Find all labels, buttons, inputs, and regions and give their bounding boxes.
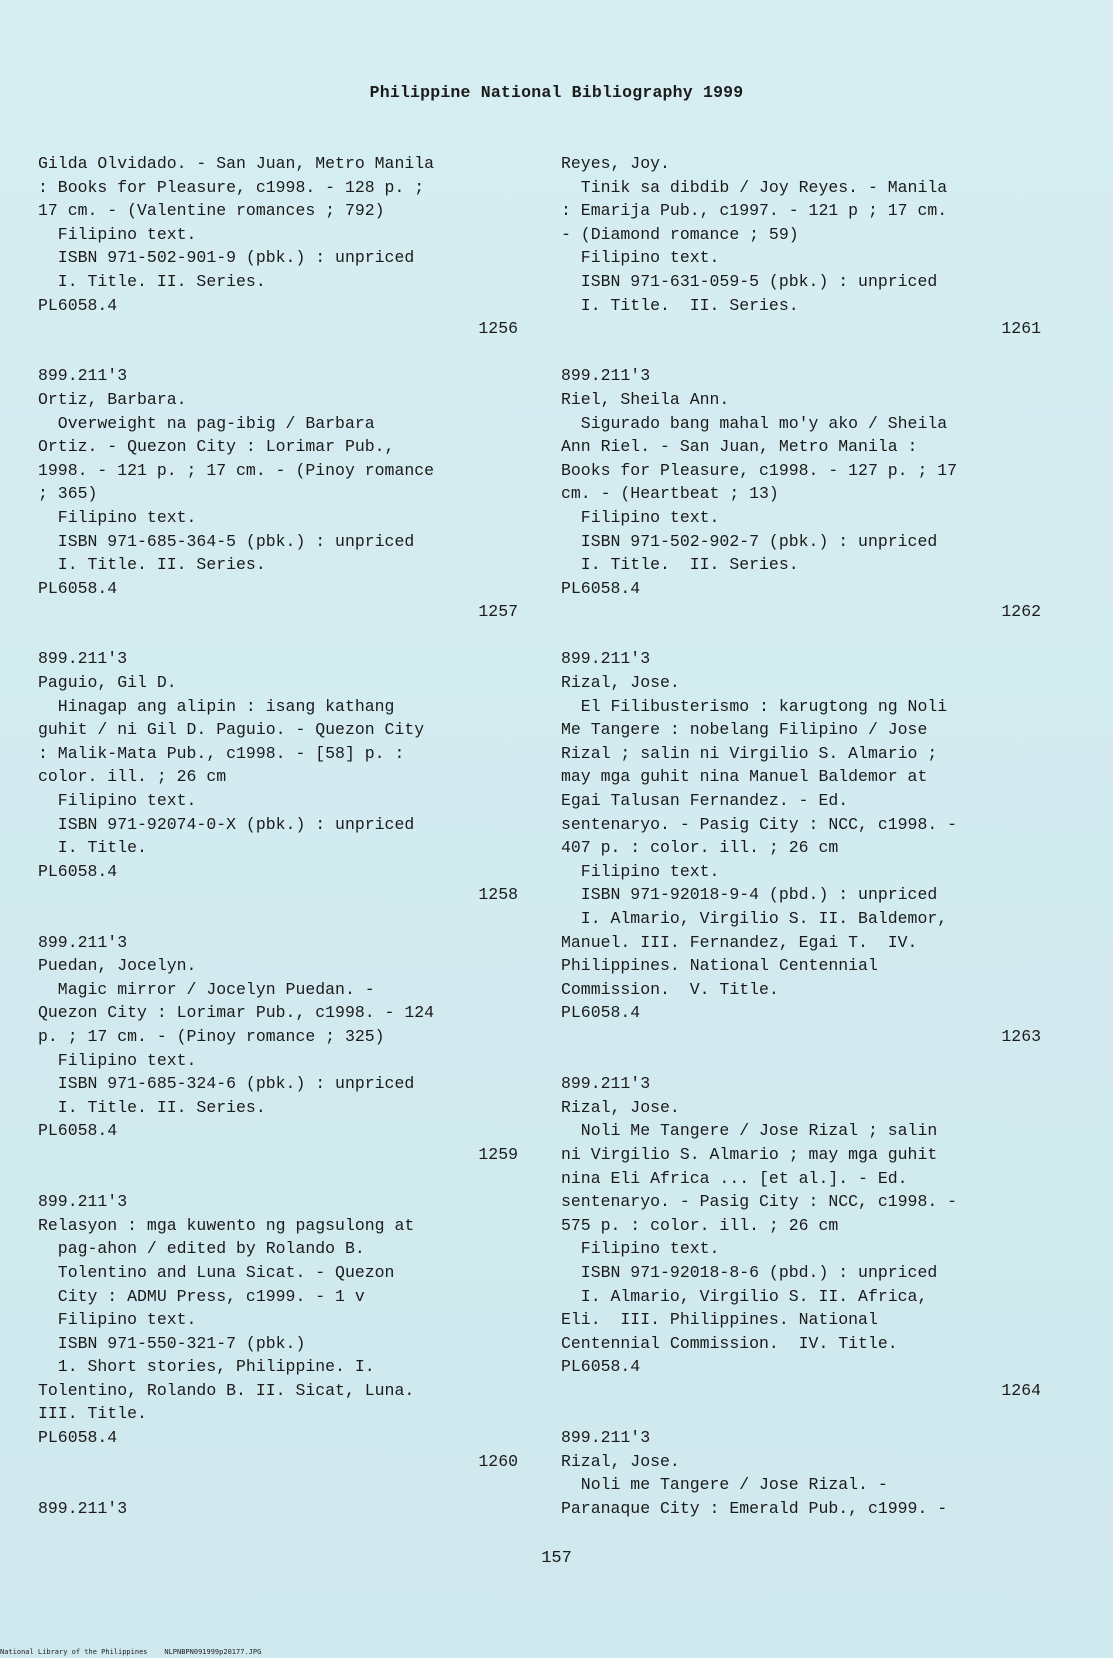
bibliography-entry xyxy=(38,1497,518,1521)
entry-line: PL6058.4 xyxy=(38,295,118,315)
entry-line: 1. Short stories, Philippine. I. xyxy=(38,1357,375,1377)
bibliography-entry xyxy=(38,647,518,907)
entry-line: I. Title. xyxy=(38,838,147,858)
entry-line: I. Almario, Virgilio S. II. Baldemor, xyxy=(561,909,948,928)
entry-line: Filipino text. xyxy=(561,1239,720,1259)
entry-line: I. Title. II. Series. xyxy=(561,555,799,575)
entry-number: 1263 xyxy=(1001,1026,1041,1046)
entry-line: : Emarija Pub., c1997. - 121 p ; 17 cm. xyxy=(561,201,948,221)
entry-line: Magic mirror / Jocelyn Puedan. - xyxy=(38,979,375,999)
bibliography-entry xyxy=(561,1426,1041,1520)
entry-line: may mga guhit nina Manuel Baldemor at xyxy=(561,767,928,787)
entry-line: Noli me Tangere / Jose Rizal. - xyxy=(561,1475,888,1495)
entry-line: Philippines. National Centennial xyxy=(561,956,878,976)
entry-line: I. Title. II. Series. xyxy=(561,295,799,315)
entry-line: PL6058.4 xyxy=(38,1428,118,1448)
bibliography-entry xyxy=(561,152,1041,341)
entry-line: 899.211'3 xyxy=(38,932,128,952)
entry-line: Puedan, Jocelyn. xyxy=(38,956,197,976)
entry-line: I. Title. II. Series. xyxy=(38,271,266,291)
entry-line: ISBN 971-92018-8-6 (pbd.) : unpriced xyxy=(561,1262,938,1282)
entry-line: 899.211'3 xyxy=(561,649,651,669)
entry-line: Filipino text. xyxy=(561,507,720,527)
entry-line: 899.211'3 xyxy=(561,1428,651,1448)
entry-line: PL6058.4 xyxy=(561,1003,641,1023)
entry-line: 899.211'3 xyxy=(561,366,651,386)
entry-line: ISBN 971-92074-0-X (pbk.) : unpriced xyxy=(38,814,415,834)
entry-line: PL6058.4 xyxy=(38,861,118,881)
entry-line: 899.211'3 xyxy=(38,366,128,386)
entry-line: : Malik-Mata Pub., c1998. - [58] p. : xyxy=(38,743,405,763)
entry-line: 899.211'3 xyxy=(38,1498,128,1518)
entry-line: Sigurado bang mahal mo'y ako / Sheila xyxy=(561,413,948,433)
entry-line: I. Title. II. Series. xyxy=(38,1097,266,1117)
entry-line: 899.211'3 xyxy=(561,1074,651,1094)
entry-line: Tinik sa dibdib / Joy Reyes. - Manila xyxy=(561,177,948,197)
entry-line: Tolentino, Rolando B. II. Sicat, Luna. xyxy=(38,1380,415,1400)
entry-line: Egai Talusan Fernandez. - Ed. xyxy=(561,791,849,811)
bibliography-entry xyxy=(561,364,1041,624)
entry-gap xyxy=(561,341,1041,365)
entry-line: color. ill. ; 26 cm xyxy=(38,767,227,787)
entry-line: Commission. V. Title. xyxy=(561,979,779,999)
entry-gap xyxy=(561,1049,1041,1073)
entry-gap xyxy=(38,907,518,931)
entry-line: 899.211'3 xyxy=(38,1192,128,1212)
entry-line: 407 p. : color. ill. ; 26 cm xyxy=(561,838,839,858)
scan-footer: National Library of the Philippines NLPNBPN091999p20177.JPG xyxy=(0,1648,262,1656)
bibliography-entry xyxy=(561,1072,1041,1402)
entry-line: guhit / ni Gil D. Paguio. - Quezon City xyxy=(38,720,425,740)
entry-line: Riel, Sheila Ann. xyxy=(561,389,730,409)
page-number: 157 xyxy=(541,1549,572,1568)
entry-number: 1261 xyxy=(1001,319,1041,339)
entry-line: Rizal, Jose. xyxy=(561,1097,680,1117)
entry-gap xyxy=(38,624,518,648)
entry-gap xyxy=(561,624,1041,648)
entry-number: 1262 xyxy=(1001,602,1041,622)
right-column xyxy=(561,152,1041,1520)
entry-line: Ortiz, Barbara. xyxy=(38,389,187,409)
entry-number: 1264 xyxy=(1001,1380,1041,1400)
entry-line: Books for Pleasure, c1998. - 127 p. ; 17 xyxy=(561,460,958,480)
page-title: Philippine National Bibliography 1999 xyxy=(369,83,744,102)
entry-line: Overweight na pag-ibig / Barbara xyxy=(38,413,375,433)
entry-line: 575 p. : color. ill. ; 26 cm xyxy=(561,1215,839,1235)
entry-line: ISBN 971-685-364-5 (pbk.) : unpriced xyxy=(38,531,415,551)
entry-line: Rizal, Jose. xyxy=(561,673,680,693)
entry-number: 1257 xyxy=(478,602,518,622)
entry-line: Centennial Commission. IV. Title. xyxy=(561,1333,898,1353)
entry-line: City : ADMU Press, c1999. - 1 v xyxy=(38,1286,365,1306)
entry-line: p. ; 17 cm. - (Pinoy romance ; 325) xyxy=(38,1026,385,1046)
entry-line: Filipino text. xyxy=(38,1050,197,1070)
entry-line: Filipino text. xyxy=(38,791,197,811)
entry-line: cm. - (Heartbeat ; 13) xyxy=(561,484,779,504)
entry-line: PL6058.4 xyxy=(38,578,118,598)
entry-line: Ann Riel. - San Juan, Metro Manila : xyxy=(561,437,918,457)
entry-line: Quezon City : Lorimar Pub., c1998. - 124 xyxy=(38,1003,435,1023)
entry-line: ISBN 971-502-902-7 (pbk.) : unpriced xyxy=(561,531,938,551)
entry-line: Me Tangere : nobelang Filipino / Jose xyxy=(561,720,928,740)
entry-line: sentenaryo. - Pasig City : NCC, c1998. - xyxy=(561,1192,958,1212)
entry-line: I. Title. II. Series. xyxy=(38,555,266,575)
entry-line: Hinagap ang alipin : isang kathang xyxy=(38,696,395,716)
entry-line: PL6058.4 xyxy=(38,1121,118,1141)
entry-line: Paranaque City : Emerald Pub., c1999. - xyxy=(561,1498,948,1518)
entry-line: Eli. III. Philippines. National xyxy=(561,1310,878,1330)
entry-line: ; 365) xyxy=(38,484,98,504)
entry-line: PL6058.4 xyxy=(561,1357,641,1377)
entry-line: : Books for Pleasure, c1998. - 128 p. ; xyxy=(38,177,425,197)
bibliography-entry xyxy=(38,1190,518,1473)
bibliography-entry xyxy=(38,931,518,1167)
entry-line: I. Almario, Virgilio S. II. Africa, xyxy=(561,1286,928,1306)
entry-gap xyxy=(561,1402,1041,1426)
bibliography-entry xyxy=(38,364,518,624)
entry-line: Filipino text. xyxy=(38,224,197,244)
entry-gap xyxy=(38,1473,518,1497)
entry-gap xyxy=(38,341,518,365)
entry-line: - (Diamond romance ; 59) xyxy=(561,224,799,244)
entry-line: pag-ahon / edited by Rolando B. xyxy=(38,1239,365,1259)
entry-line: Tolentino and Luna Sicat. - Quezon xyxy=(38,1262,395,1282)
entry-line: Reyes, Joy. xyxy=(561,154,670,173)
entry-line: ISBN 971-92018-9-4 (pbd.) : unpriced xyxy=(561,885,938,905)
entry-line: Ortiz. - Quezon City : Lorimar Pub., xyxy=(38,437,395,457)
entry-line: ISBN 971-550-321-7 (pbk.) xyxy=(38,1333,306,1353)
entry-line: Filipino text. xyxy=(38,507,197,527)
entry-line: ni Virgilio S. Almario ; may mga guhit xyxy=(561,1144,938,1164)
entry-line: PL6058.4 xyxy=(561,578,641,598)
entry-line: El Filibusterismo : karugtong ng Noli xyxy=(561,696,948,716)
entry-line: ISBN 971-502-901-9 (pbk.) : unpriced xyxy=(38,248,415,268)
entry-line: Filipino text. xyxy=(561,861,720,881)
entry-line: III. Title. xyxy=(38,1404,147,1424)
bibliography-entry xyxy=(561,647,1041,1048)
entry-number: 1260 xyxy=(478,1451,518,1471)
entry-line: Manuel. III. Fernandez, Egai T. IV. xyxy=(561,932,918,952)
left-column xyxy=(38,152,518,1520)
entry-line: Rizal ; salin ni Virgilio S. Almario ; xyxy=(561,743,938,763)
entry-line: Rizal, Jose. xyxy=(561,1451,680,1471)
entry-line: nina Eli Africa ... [et al.]. - Ed. xyxy=(561,1168,908,1188)
entry-line: Gilda Olvidado. - San Juan, Metro Manila xyxy=(38,154,435,173)
entry-line: ISBN 971-685-324-6 (pbk.) : unpriced xyxy=(38,1074,415,1094)
entry-line: 17 cm. - (Valentine romances ; 792) xyxy=(38,201,385,221)
bibliography-entry xyxy=(38,152,518,341)
entry-line: Filipino text. xyxy=(38,1310,197,1330)
entry-line: Filipino text. xyxy=(561,248,720,268)
entry-line: 899.211'3 xyxy=(38,649,128,669)
entry-line: Relasyon : mga kuwento ng pagsulong at xyxy=(38,1215,415,1235)
entry-line: ISBN 971-631-059-5 (pbk.) : unpriced xyxy=(561,271,938,291)
entry-line: Paguio, Gil D. xyxy=(38,673,177,693)
entry-line: Noli Me Tangere / Jose Rizal ; salin xyxy=(561,1121,938,1141)
entry-number: 1258 xyxy=(478,885,518,905)
entry-number: 1259 xyxy=(478,1144,518,1164)
entry-line: sentenaryo. - Pasig City : NCC, c1998. - xyxy=(561,814,958,834)
entry-number: 1256 xyxy=(478,319,518,339)
entry-line: 1998. - 121 p. ; 17 cm. - (Pinoy romance xyxy=(38,460,435,480)
entry-gap xyxy=(38,1167,518,1191)
